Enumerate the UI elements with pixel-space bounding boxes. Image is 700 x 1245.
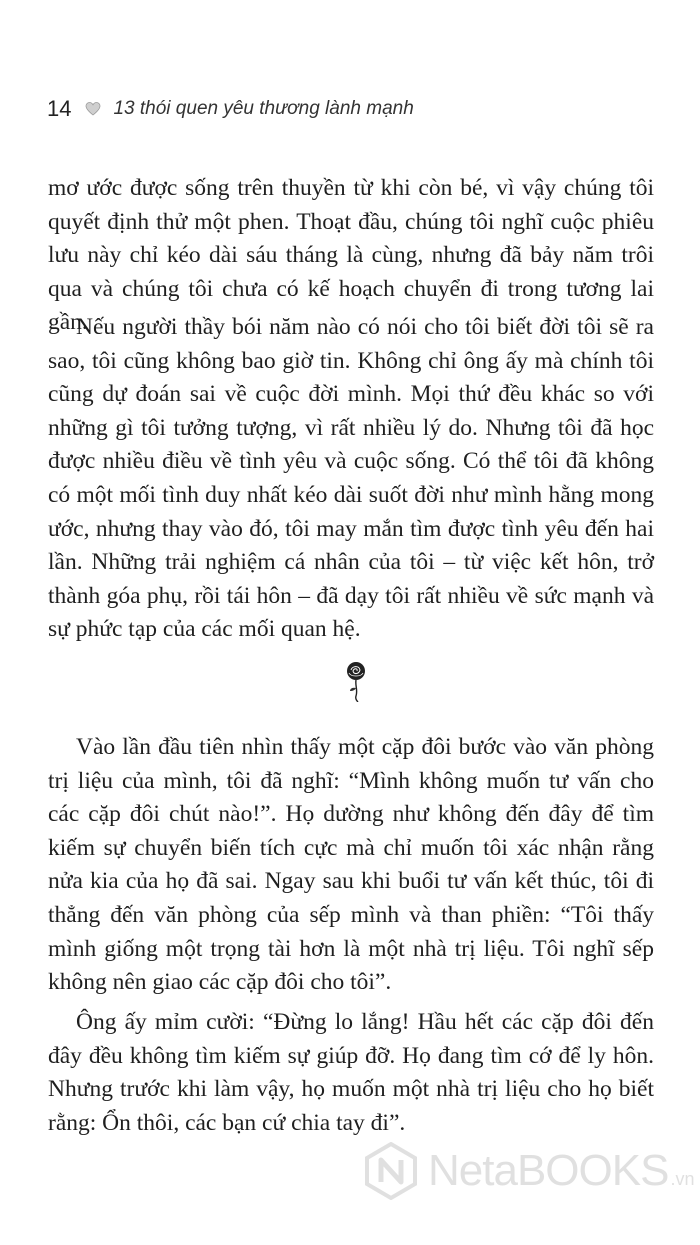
body-paragraph: Ông ấy mỉm cười: “Đừng lo lắng! Hầu hết các cặp đôi đến đây đều không tìm kiếm sự giúp đỡ. Họ đang tìm cớ để ly hôn. Nhưng trước khi làm vậy, họ muốn một nhà trị liệu cho họ biết rằng: Ổn thôi, các bạn cứ chia tay đi”. bbox=[48, 1009, 654, 1136]
body-paragraph: mơ ước được sống trên thuyền từ khi còn bé, vì vậy chúng tôi quyết định thử một phen. Thoạt đầu, chúng tôi nghĩ cuộc phiêu lưu này chỉ kéo dài sáu tháng là cùng, nhưng đã bảy năm trôi qua và chúng tôi chưa có kế hoạch chuyển đi trong tương lai gần. bbox=[48, 175, 654, 336]
heart-icon bbox=[85, 101, 101, 117]
page-number: 14 bbox=[47, 96, 72, 121]
rose-icon bbox=[342, 660, 370, 702]
running-title: 13 thói quen yêu thương lành mạnh bbox=[113, 98, 414, 119]
watermark bbox=[362, 1142, 694, 1200]
watermark-text: NetaBOOKS bbox=[428, 1146, 669, 1195]
body-paragraph: Nếu người thầy bói năm nào có nói cho tôi biết đời tôi sẽ ra sao, tôi cũng không bao giờ tin. Không chỉ ông ấy mà chính tôi cũng dự đoán sai về cuộc đời mình. Mọi thứ đều khác so với những gì tôi tưởng tượng, vì rất nhiều lý do. Nhưng tôi đã học được nhiều điều về tình yêu và cuộc sống. Có thể tôi đã không có một mối tình duy nhất kéo dài suốt đời như mình hằng mong ước, nhưng thay vào đó, tôi may mắn tìm được tình yêu đến hai lần. Những trải nghiệm cá nhân của tôi – từ việc kết hôn, trở thành góa phụ, rồi tái hôn – đã dạy tôi rất nhiều về sức mạnh và sự phức tạp của các mối quan hệ. bbox=[48, 314, 654, 643]
netabooks-logo-icon bbox=[362, 1142, 420, 1200]
page-header bbox=[47, 96, 414, 122]
watermark-suffix: .vn bbox=[670, 1169, 695, 1189]
body-paragraph: Vào lần đầu tiên nhìn thấy một cặp đôi bước vào văn phòng trị liệu của mình, tôi đã nghĩ: “Mình không muốn tư vấn cho các cặp đôi chút nào!”. Họ dường như không đến đây để tìm kiếm sự chuyển biến tích cực mà chỉ muốn tôi xác nhận rằng nửa kia của họ đã sai. Ngay sau khi buổi tư vấn kết thúc, tôi đi thẳng đến văn phòng của sếp mình và than phiền: “Tôi thấy mình giống một trọng tài hơn là một nhà trị liệu. Tôi nghĩ sếp không nên giao các cặp đôi cho tôi”. bbox=[48, 734, 654, 996]
